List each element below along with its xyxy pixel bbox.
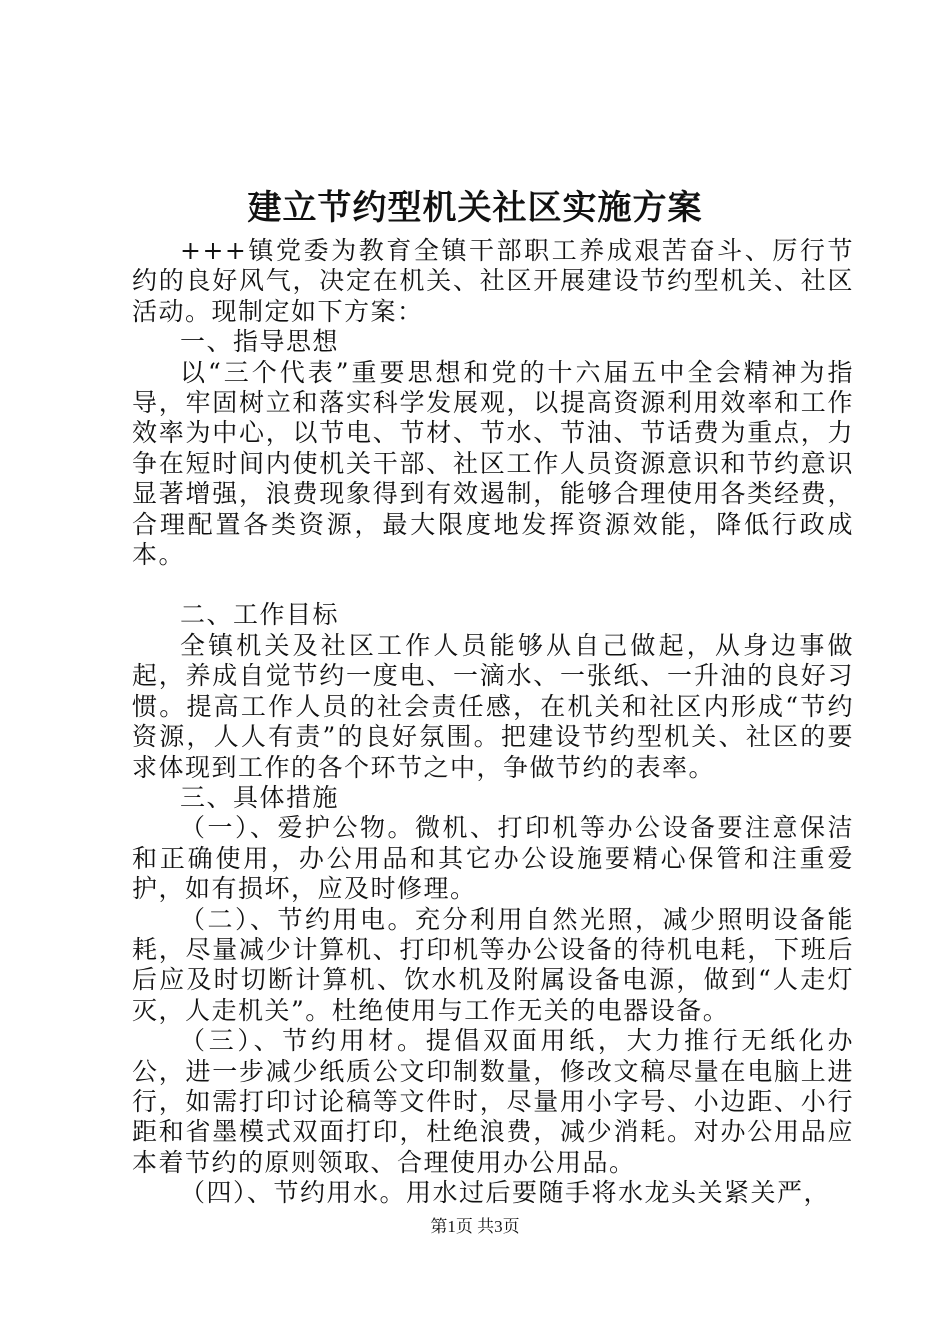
page-number-footer: 第1页 共3页	[430, 1217, 520, 1236]
measure-item: （四）、节约用水。用水过后要随手将水龙头关紧关严，	[180, 1178, 831, 1208]
measure-item: （二）、节约用电。充分利用自然光照，减少照明设备能耗，尽量减少计算机、打印机等办公设备的待机电耗，下班后后应及时切断计算机、饮水机及附属设备电源，做到“人走灯灭，人走机关”。杜绝使用与工作无关的电器设备。	[132, 904, 854, 1025]
section-heading-measures: 三、具体措施	[180, 782, 340, 812]
section-text-work-goals: 全镇机关及社区工作人员能够从自己做起，从身边事做起，养成自觉节约一度电、一滴水、一张纸、一升油的良好习惯。提高工作人员的社会责任感，在机关和社区内形成“节约资源，人人有责”的良好氛围。把建设节约型机关、社区的要求体现到工作的各个环节之中，争做节约的表率。	[132, 630, 854, 782]
paragraph-spacer	[132, 570, 854, 600]
document-body	[132, 236, 854, 1209]
intro-paragraph: +++镇党委为教育全镇干部职工养成艰苦奋斗、厉行节约的良好风气，决定在机关、社区开展建设节约型机关、社区活动。现制定如下方案：	[132, 236, 854, 326]
section-text-guiding-thought: 以“三个代表”重要思想和党的十六届五中全会精神为指导，牢固树立和落实科学发展观，以提高资源利用效率和工作效率为中心，以节电、节材、节水、节油、节话费为重点，力争在短时间内使机关干部、社区工作人员资源意识和节约意识显著增强，浪费现象得到有效遏制，能够合理使用各类经费，合理配置各类资源，最大限度地发挥资源效能，降低行政成本。	[132, 357, 854, 570]
measure-item: （三）、节约用材。提倡双面用纸，大力推行无纸化办公，进一步减少纸质公文印制数量，修改文稿尽量在电脑上进行，如需打印讨论稿等文件时，尽量用小字号、小边距、小行距和省墨模式双面打印，杜绝浪费，减少消耗。对办公用品应本着节约的原则领取、合理使用办公用品。	[132, 1026, 854, 1177]
section-heading-work-goals: 二、工作目标	[180, 600, 340, 630]
document-title: 建立节约型机关社区实施方案	[247, 188, 703, 228]
section-heading-guiding-thought: 一、指导思想	[180, 327, 340, 357]
measure-item: （一）、爱护公物。微机、打印机等办公设备要注意保洁和正确使用，办公用品和其它办公设施要精心保管和注重爱护，如有损坏，应及时修理。	[132, 813, 854, 904]
